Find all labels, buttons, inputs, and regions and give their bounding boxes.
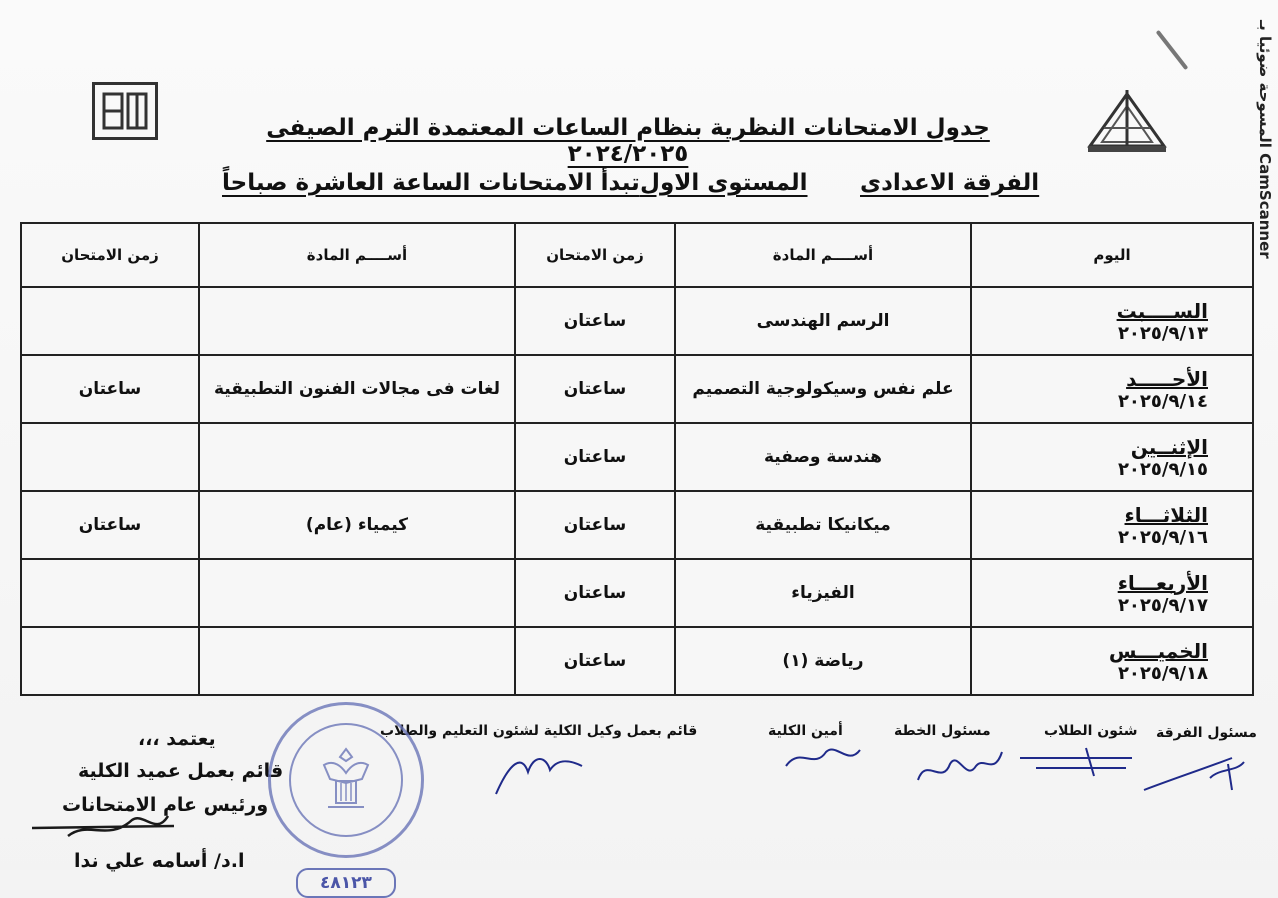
subject-cell: علم نفس وسيكولوجية التصميم xyxy=(675,355,971,423)
exams-head-label: ورئيس عام الامتحانات xyxy=(62,794,269,816)
subject-cell: رياضة (١) xyxy=(675,627,971,695)
duration-cell xyxy=(21,287,199,355)
table-row xyxy=(21,355,1253,423)
header-duration-2: زمن الامتحان xyxy=(21,223,199,287)
day-date: ٢٠٢٥/٩/١٨ xyxy=(1117,662,1208,684)
header-day: اليوم xyxy=(971,223,1253,287)
subject-cell: كيمياء (عام) xyxy=(199,491,515,559)
college-secretary-signature xyxy=(780,740,864,774)
vice-dean-label: قائم بعمل وكيل الكلية لشئون التعليم والطلاب xyxy=(380,723,698,739)
day-name: الثلاثـــاء xyxy=(1124,502,1208,527)
eagle-emblem-icon xyxy=(316,743,376,815)
subject-cell xyxy=(199,559,515,627)
official-stamp-inner xyxy=(289,723,403,837)
division-officer-label: مسئول الفرقة xyxy=(1156,725,1257,741)
college-secretary-label: أمين الكلية xyxy=(768,723,843,739)
subject-cell xyxy=(199,423,515,491)
header-subject-1: أســــم المادة xyxy=(675,223,971,287)
day-name: الإثنــين xyxy=(1130,434,1208,459)
university-logo-icon xyxy=(1084,88,1170,154)
table-row xyxy=(21,627,1253,695)
dean-name-label: ا.د/ أسامه علي ندا xyxy=(74,850,245,872)
duration-cell: ساعتان xyxy=(515,287,675,355)
day-cell xyxy=(971,355,1253,423)
day-cell xyxy=(971,491,1253,559)
subject-cell: الرسم الهندسى xyxy=(675,287,971,355)
division-officer-signature xyxy=(1140,750,1250,796)
day-date: ٢٠٢٥/٩/١٧ xyxy=(1117,594,1208,616)
day-date: ٢٠٢٥/٩/١٦ xyxy=(1117,526,1208,548)
duration-cell: ساعتان xyxy=(515,627,675,695)
plan-officer-signature xyxy=(912,746,1008,790)
page-title: جدول الامتحانات النظرية بنظام الساعات المعتمدة الترم الصيفى ٢٠٢٤/٢٠٢٥ xyxy=(266,115,990,167)
day-name: الســــبت xyxy=(1116,298,1208,323)
duration-cell: ساعتان xyxy=(515,491,675,559)
approved-label: يعتمد ،،، xyxy=(138,728,216,750)
plan-officer-label: مسئول الخطة xyxy=(894,723,991,739)
faculty-logo xyxy=(92,82,158,152)
day-cell xyxy=(971,287,1253,355)
table-row xyxy=(21,423,1253,491)
table-row xyxy=(21,491,1253,559)
duration-cell: ساعتان xyxy=(21,491,199,559)
duration-cell: ساعتان xyxy=(515,559,675,627)
subject-cell: الفيزياء xyxy=(675,559,971,627)
day-date: ٢٠٢٥/٩/١٤ xyxy=(1117,390,1208,412)
vice-dean-signature xyxy=(488,742,588,798)
university-logo xyxy=(1084,88,1170,154)
day-name: الأربعـــاء xyxy=(1117,570,1208,595)
student-affairs-signature xyxy=(1016,744,1136,780)
subject-cell xyxy=(199,287,515,355)
start-time-heading: تبدأ الامتحانات الساعة العاشرة صباحاً xyxy=(222,170,640,196)
duration-cell xyxy=(21,559,199,627)
student-affairs-label: شئون الطلاب xyxy=(1044,723,1138,739)
day-name: الأحـــــد xyxy=(1126,366,1208,391)
day-date: ٢٠٢٥/٩/١٣ xyxy=(1117,322,1208,344)
division-heading: الفرقة الاعدادى xyxy=(860,170,1040,196)
header-duration-1: زمن الامتحان xyxy=(515,223,675,287)
subject-cell: هندسة وصفية xyxy=(675,423,971,491)
table-row xyxy=(21,287,1253,355)
day-date: ٢٠٢٥/٩/١٥ xyxy=(1117,458,1208,480)
stamp-number: ٤٨١٢٣ xyxy=(296,868,396,898)
subject-cell xyxy=(199,627,515,695)
duration-cell: ساعتان xyxy=(515,423,675,491)
table-header-row xyxy=(21,223,1253,287)
day-cell xyxy=(971,559,1253,627)
duration-cell xyxy=(21,627,199,695)
faculty-logo-icon xyxy=(101,91,149,131)
subject-cell: ميكانيكا تطبيقية xyxy=(675,491,971,559)
duration-cell: ساعتان xyxy=(515,355,675,423)
dean-role-label: قائم بعمل عميد الكلية xyxy=(78,760,284,782)
duration-cell: ساعتان xyxy=(21,355,199,423)
dean-signature xyxy=(28,806,178,850)
subject-cell: لغات فى مجالات الفنون التطبيقية xyxy=(199,355,515,423)
table-row xyxy=(21,559,1253,627)
side-watermark: المسوحة ضوئيا بـ CamScanner xyxy=(1256,20,1274,259)
day-cell xyxy=(971,627,1253,695)
level-heading: المستوى الاول xyxy=(640,170,808,196)
day-name: الخميـــس xyxy=(1108,638,1208,663)
day-cell xyxy=(971,423,1253,491)
exam-schedule-table xyxy=(20,222,1254,696)
duration-cell xyxy=(21,423,199,491)
header-subject-2: أســــم المادة xyxy=(199,223,515,287)
official-stamp xyxy=(268,702,424,858)
pen-mark xyxy=(1156,30,1189,70)
